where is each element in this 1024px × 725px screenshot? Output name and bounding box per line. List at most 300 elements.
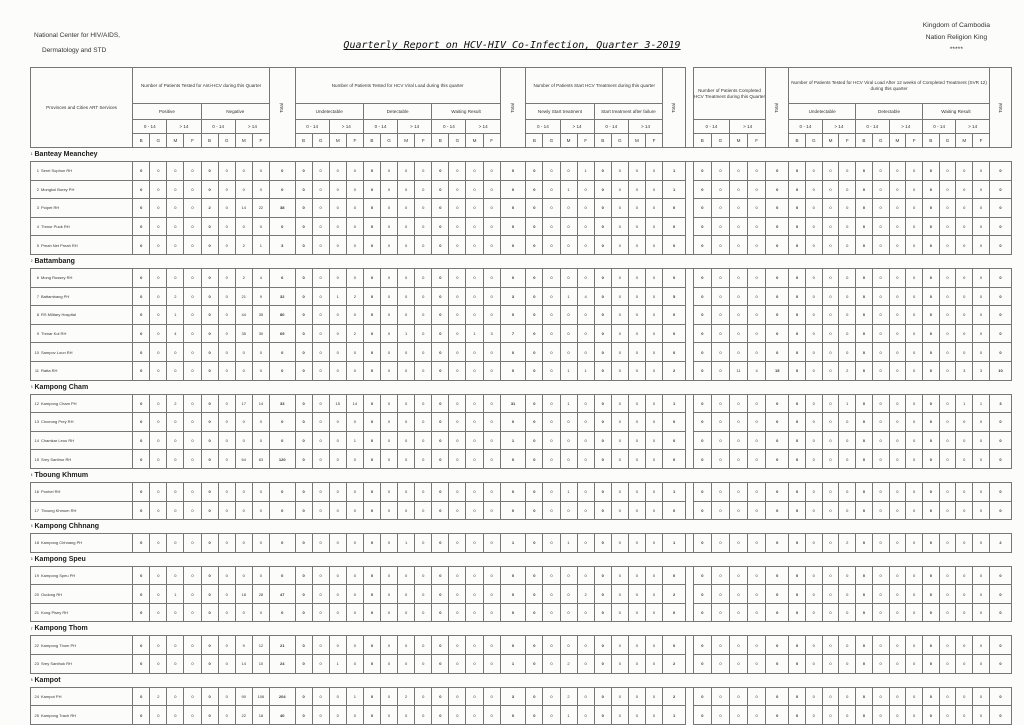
value-cell: 0 bbox=[133, 636, 150, 655]
value-cell: 0 bbox=[449, 268, 466, 287]
value-cell: 0 bbox=[483, 199, 500, 218]
value-cell: 0 bbox=[201, 482, 218, 501]
site-index: 5 bbox=[36, 242, 39, 248]
total-cell: 21 bbox=[270, 636, 296, 655]
value-cell: 0 bbox=[133, 655, 150, 674]
value-cell: 0 bbox=[466, 585, 483, 604]
total-cell: 0 bbox=[270, 217, 296, 236]
value-cell: 0 bbox=[922, 482, 939, 501]
value-cell: 0 bbox=[789, 324, 806, 343]
value-cell: 0 bbox=[483, 162, 500, 181]
value-cell: 0 bbox=[167, 687, 184, 706]
value-cell: 0 bbox=[939, 394, 956, 413]
value-cell: 0 bbox=[856, 217, 873, 236]
value-cell: 0 bbox=[449, 324, 466, 343]
value-cell: 0 bbox=[346, 199, 363, 218]
value-cell: 0 bbox=[645, 287, 662, 306]
sex-age-header: M bbox=[466, 134, 483, 148]
value-cell: 0 bbox=[167, 217, 184, 236]
value-cell: 0 bbox=[543, 324, 560, 343]
value-cell: 0 bbox=[432, 199, 449, 218]
value-cell: 0 bbox=[973, 450, 990, 469]
value-cell: 0 bbox=[856, 287, 873, 306]
value-cell: 0 bbox=[295, 413, 312, 432]
value-cell: 28 bbox=[252, 585, 269, 604]
site-name: Kampong Trach RH bbox=[41, 712, 77, 718]
value-cell: 0 bbox=[628, 413, 645, 432]
sex-age-header: G bbox=[449, 134, 466, 148]
value-cell: 2 bbox=[235, 268, 252, 287]
value-cell: 0 bbox=[295, 361, 312, 380]
value-cell: 0 bbox=[167, 180, 184, 199]
table-body bbox=[31, 148, 1012, 725]
value-cell: 0 bbox=[939, 501, 956, 520]
table-row bbox=[31, 655, 1012, 674]
value-cell: 0 bbox=[594, 180, 611, 199]
value-cell: 0 bbox=[906, 501, 923, 520]
total-cell: 10 bbox=[989, 361, 1011, 380]
value-cell: 0 bbox=[560, 450, 577, 469]
sex-age-header: B bbox=[133, 134, 150, 148]
province-name bbox=[31, 673, 1012, 687]
value-cell: 0 bbox=[432, 394, 449, 413]
value-cell: 0 bbox=[805, 180, 822, 199]
value-cell: 0 bbox=[415, 566, 432, 585]
sex-age-header: B bbox=[693, 134, 711, 148]
value-cell: 0 bbox=[611, 162, 628, 181]
column-gap bbox=[686, 236, 694, 255]
value-cell: 0 bbox=[693, 306, 711, 325]
value-cell: 0 bbox=[346, 706, 363, 725]
value-cell: 0 bbox=[872, 534, 889, 553]
total-cell: 0 bbox=[766, 217, 789, 236]
value-cell: 0 bbox=[973, 306, 990, 325]
value-cell: 0 bbox=[398, 394, 415, 413]
value-cell: 0 bbox=[693, 450, 711, 469]
value-cell: 0 bbox=[973, 287, 990, 306]
total-cell: 0 bbox=[989, 706, 1011, 725]
table-row bbox=[31, 306, 1012, 325]
value-cell: 2 bbox=[346, 324, 363, 343]
province-name bbox=[31, 622, 1012, 636]
value-cell: 0 bbox=[789, 343, 806, 362]
value-cell: 0 bbox=[312, 450, 329, 469]
value-cell: 0 bbox=[543, 603, 560, 622]
total-cell: 31 bbox=[500, 394, 526, 413]
value-cell: 0 bbox=[839, 162, 856, 181]
province-row bbox=[31, 552, 1012, 566]
value-cell: 0 bbox=[184, 287, 201, 306]
value-cell: 0 bbox=[939, 687, 956, 706]
value-cell: 0 bbox=[218, 603, 235, 622]
value-cell: 0 bbox=[363, 482, 380, 501]
total-cell: 0 bbox=[766, 482, 789, 501]
site-name: Poipet RH bbox=[41, 205, 60, 211]
total-cell: 0 bbox=[989, 687, 1011, 706]
value-cell: 0 bbox=[167, 603, 184, 622]
value-cell: 0 bbox=[483, 636, 500, 655]
site-name-cell bbox=[31, 306, 133, 325]
value-cell: 2 bbox=[839, 361, 856, 380]
value-cell: 0 bbox=[235, 501, 252, 520]
value-cell: 0 bbox=[201, 566, 218, 585]
total-cell: 0 bbox=[989, 162, 1011, 181]
column-gap bbox=[686, 431, 694, 450]
value-cell: 0 bbox=[133, 324, 150, 343]
value-cell: 0 bbox=[295, 687, 312, 706]
total-cell: 2 bbox=[663, 361, 686, 380]
value-cell: 0 bbox=[295, 217, 312, 236]
value-cell: 0 bbox=[939, 199, 956, 218]
value-cell: 0 bbox=[922, 180, 939, 199]
total-cell: 0 bbox=[270, 501, 296, 520]
value-cell: 0 bbox=[839, 413, 856, 432]
value-cell: 0 bbox=[889, 413, 906, 432]
value-cell: 0 bbox=[560, 236, 577, 255]
value-cell: 0 bbox=[201, 534, 218, 553]
value-cell: 0 bbox=[415, 413, 432, 432]
column-gap bbox=[686, 68, 694, 148]
value-cell: 0 bbox=[167, 450, 184, 469]
province-label: Kampot bbox=[34, 676, 61, 684]
value-cell: 0 bbox=[956, 585, 973, 604]
value-cell: 0 bbox=[252, 217, 269, 236]
value-cell: 0 bbox=[889, 655, 906, 674]
value-cell: 0 bbox=[748, 534, 766, 553]
value-cell: 0 bbox=[252, 431, 269, 450]
value-cell: 0 bbox=[822, 199, 839, 218]
value-cell: 0 bbox=[711, 287, 729, 306]
total-cell: 204 bbox=[270, 687, 296, 706]
sex-age-header: F bbox=[346, 134, 363, 148]
total-cell: 2 bbox=[663, 687, 686, 706]
total-cell: 0 bbox=[989, 501, 1011, 520]
total-cell: 0 bbox=[500, 413, 526, 432]
site-name-cell bbox=[31, 343, 133, 362]
value-cell: 0 bbox=[729, 566, 747, 585]
value-cell: 0 bbox=[449, 180, 466, 199]
value-cell: 0 bbox=[560, 324, 577, 343]
value-cell: 0 bbox=[133, 361, 150, 380]
value-cell: 0 bbox=[252, 501, 269, 520]
value-cell: 0 bbox=[184, 306, 201, 325]
value-cell: 0 bbox=[693, 636, 711, 655]
value-cell: 0 bbox=[184, 361, 201, 380]
age-header: 0 - 14 bbox=[856, 120, 889, 134]
value-cell: 0 bbox=[805, 450, 822, 469]
value-cell: 0 bbox=[906, 268, 923, 287]
value-cell: 0 bbox=[312, 431, 329, 450]
value-cell: 0 bbox=[611, 603, 628, 622]
value-cell: 0 bbox=[789, 361, 806, 380]
site-name: Serei Sophon RH bbox=[41, 168, 73, 174]
value-cell: 0 bbox=[415, 534, 432, 553]
value-cell: 0 bbox=[939, 603, 956, 622]
value-cell: 0 bbox=[922, 450, 939, 469]
value-cell: 0 bbox=[789, 482, 806, 501]
value-cell: 0 bbox=[526, 361, 543, 380]
site-name-cell bbox=[31, 450, 133, 469]
value-cell: 0 bbox=[560, 343, 577, 362]
value-cell: 0 bbox=[150, 603, 167, 622]
value-cell: 0 bbox=[889, 162, 906, 181]
value-cell: 0 bbox=[939, 655, 956, 674]
sex-age-header: G bbox=[150, 134, 167, 148]
value-cell: 0 bbox=[543, 687, 560, 706]
value-cell: 0 bbox=[729, 501, 747, 520]
value-cell: 0 bbox=[432, 268, 449, 287]
site-index: 12 bbox=[34, 400, 39, 406]
value-cell: 0 bbox=[526, 585, 543, 604]
value-cell: 0 bbox=[822, 217, 839, 236]
total-cell: 0 bbox=[663, 217, 686, 236]
value-cell: 0 bbox=[748, 268, 766, 287]
value-cell: 0 bbox=[235, 603, 252, 622]
value-cell: 0 bbox=[939, 450, 956, 469]
value-cell: 0 bbox=[346, 361, 363, 380]
value-cell: 0 bbox=[645, 655, 662, 674]
value-cell: 14 bbox=[235, 199, 252, 218]
value-cell: 0 bbox=[363, 431, 380, 450]
value-cell: 0 bbox=[611, 180, 628, 199]
value-cell: 0 bbox=[449, 482, 466, 501]
value-cell: 0 bbox=[526, 566, 543, 585]
value-cell: 0 bbox=[346, 268, 363, 287]
value-cell: 0 bbox=[133, 306, 150, 325]
value-cell: 0 bbox=[839, 585, 856, 604]
table-row bbox=[31, 217, 1012, 236]
value-cell: 0 bbox=[594, 217, 611, 236]
total-cell: 0 bbox=[766, 585, 789, 604]
value-cell: 0 bbox=[526, 450, 543, 469]
total-cell: 6 bbox=[270, 268, 296, 287]
value-cell: 0 bbox=[922, 687, 939, 706]
value-cell: 0 bbox=[526, 501, 543, 520]
value-cell: 0 bbox=[856, 180, 873, 199]
value-cell: 0 bbox=[872, 268, 889, 287]
value-cell: 0 bbox=[449, 655, 466, 674]
value-cell: 0 bbox=[594, 162, 611, 181]
value-cell: 0 bbox=[526, 217, 543, 236]
value-cell: 0 bbox=[398, 450, 415, 469]
value-cell: 4 bbox=[577, 287, 594, 306]
value-cell: 0 bbox=[312, 394, 329, 413]
value-cell: 0 bbox=[628, 361, 645, 380]
site-name: Chamkar Leou RH bbox=[41, 438, 75, 444]
value-cell: 0 bbox=[594, 236, 611, 255]
sex-age-header: M bbox=[729, 134, 747, 148]
province-index: 2 bbox=[30, 259, 33, 264]
value-cell: 0 bbox=[449, 361, 466, 380]
value-cell: 0 bbox=[789, 585, 806, 604]
value-cell: 0 bbox=[432, 636, 449, 655]
value-cell: 35 bbox=[252, 306, 269, 325]
sex-age-header: B bbox=[295, 134, 312, 148]
value-cell: 0 bbox=[398, 413, 415, 432]
value-cell: 0 bbox=[956, 199, 973, 218]
value-cell: 0 bbox=[184, 199, 201, 218]
total-cell: 0 bbox=[989, 603, 1011, 622]
site-index: 16 bbox=[34, 489, 39, 495]
value-cell: 0 bbox=[789, 162, 806, 181]
value-cell: 0 bbox=[312, 636, 329, 655]
value-cell: 0 bbox=[133, 603, 150, 622]
value-cell: 0 bbox=[872, 501, 889, 520]
value-cell: 0 bbox=[906, 361, 923, 380]
value-cell: 0 bbox=[611, 324, 628, 343]
value-cell: 0 bbox=[295, 180, 312, 199]
value-cell: 0 bbox=[822, 636, 839, 655]
site-name: Mongkol Borey PH bbox=[41, 186, 75, 192]
value-cell: 0 bbox=[922, 603, 939, 622]
total-cell: 0 bbox=[270, 361, 296, 380]
province-label: Kampong Speu bbox=[34, 555, 86, 563]
total-cell: 0 bbox=[989, 482, 1011, 501]
value-cell: 0 bbox=[805, 394, 822, 413]
value-cell: 0 bbox=[889, 394, 906, 413]
value-cell: 0 bbox=[466, 306, 483, 325]
coinfection-table bbox=[30, 67, 1012, 725]
table-row bbox=[31, 343, 1012, 362]
value-cell: 0 bbox=[906, 534, 923, 553]
value-cell: 0 bbox=[218, 217, 235, 236]
value-cell: 0 bbox=[466, 236, 483, 255]
value-cell: 0 bbox=[872, 655, 889, 674]
value-cell: 0 bbox=[789, 450, 806, 469]
total-cell: 3 bbox=[270, 236, 296, 255]
total-cell: 0 bbox=[989, 413, 1011, 432]
value-cell: 14 bbox=[346, 394, 363, 413]
value-cell: 0 bbox=[693, 162, 711, 181]
province-row bbox=[31, 520, 1012, 534]
value-cell: 0 bbox=[729, 534, 747, 553]
site-index: 14 bbox=[34, 438, 39, 444]
value-cell: 0 bbox=[252, 603, 269, 622]
total-cell: 0 bbox=[766, 343, 789, 362]
total-cell: 0 bbox=[663, 431, 686, 450]
value-cell: 0 bbox=[312, 585, 329, 604]
value-cell: 0 bbox=[235, 343, 252, 362]
value-cell: 0 bbox=[922, 431, 939, 450]
value-cell: 0 bbox=[577, 180, 594, 199]
value-cell: 0 bbox=[381, 655, 398, 674]
value-cell: 0 bbox=[150, 655, 167, 674]
value-cell: 0 bbox=[381, 566, 398, 585]
value-cell: 0 bbox=[594, 687, 611, 706]
total-cell: 0 bbox=[989, 655, 1011, 674]
value-cell: 0 bbox=[312, 361, 329, 380]
value-cell: 0 bbox=[543, 534, 560, 553]
value-cell: 0 bbox=[906, 217, 923, 236]
value-cell: 22 bbox=[235, 706, 252, 725]
table-row bbox=[31, 603, 1012, 622]
column-gap bbox=[686, 585, 694, 604]
value-cell: 22 bbox=[252, 199, 269, 218]
value-cell: 0 bbox=[973, 603, 990, 622]
total-cell: 0 bbox=[663, 306, 686, 325]
value-cell: 0 bbox=[839, 655, 856, 674]
total-cell: 0 bbox=[766, 687, 789, 706]
value-cell: 0 bbox=[577, 199, 594, 218]
value-cell: 0 bbox=[167, 162, 184, 181]
value-cell: 0 bbox=[872, 394, 889, 413]
total-cell: 0 bbox=[989, 268, 1011, 287]
value-cell: 0 bbox=[922, 306, 939, 325]
value-cell: 0 bbox=[729, 287, 747, 306]
value-cell: 0 bbox=[329, 566, 346, 585]
value-cell: 0 bbox=[432, 482, 449, 501]
value-cell: 2 bbox=[346, 287, 363, 306]
value-cell: 0 bbox=[922, 343, 939, 362]
value-cell: 0 bbox=[167, 343, 184, 362]
value-cell: 2 bbox=[167, 287, 184, 306]
sex-age-header: B bbox=[856, 134, 873, 148]
site-name: Oudong RH bbox=[41, 591, 63, 597]
value-cell: 0 bbox=[184, 236, 201, 255]
total-cell: 0 bbox=[500, 450, 526, 469]
value-cell: 0 bbox=[611, 306, 628, 325]
value-cell: 0 bbox=[150, 287, 167, 306]
value-cell: 0 bbox=[363, 706, 380, 725]
value-cell: 2 bbox=[577, 585, 594, 604]
value-cell: 0 bbox=[312, 162, 329, 181]
value-cell: 0 bbox=[956, 655, 973, 674]
value-cell: 0 bbox=[381, 687, 398, 706]
value-cell: 3 bbox=[973, 361, 990, 380]
value-cell: 0 bbox=[381, 394, 398, 413]
value-cell: 0 bbox=[235, 217, 252, 236]
value-cell: 0 bbox=[645, 431, 662, 450]
table-header bbox=[31, 68, 1012, 148]
sex-age-header: M bbox=[956, 134, 973, 148]
sex-age-header: F bbox=[483, 134, 500, 148]
value-cell: 0 bbox=[560, 431, 577, 450]
value-cell: 0 bbox=[645, 361, 662, 380]
value-cell: 0 bbox=[150, 162, 167, 181]
value-cell: 0 bbox=[628, 287, 645, 306]
completed-treatment-group-header: Number of Patients Completed HCV Treatment during this Quarter bbox=[693, 68, 765, 120]
total-cell: 7 bbox=[500, 324, 526, 343]
value-cell: 0 bbox=[906, 287, 923, 306]
value-cell: 0 bbox=[415, 236, 432, 255]
value-cell: 0 bbox=[560, 217, 577, 236]
value-cell: 0 bbox=[150, 482, 167, 501]
value-cell: 0 bbox=[839, 687, 856, 706]
value-cell: 0 bbox=[748, 180, 766, 199]
value-cell: 0 bbox=[577, 413, 594, 432]
value-cell: 0 bbox=[363, 636, 380, 655]
value-cell: 0 bbox=[839, 501, 856, 520]
column-gap bbox=[686, 217, 694, 236]
value-cell: 0 bbox=[594, 431, 611, 450]
site-name-cell bbox=[31, 534, 133, 553]
site-name: Thmor Puok RH bbox=[41, 224, 70, 230]
value-cell: 0 bbox=[693, 324, 711, 343]
value-cell: 0 bbox=[872, 199, 889, 218]
value-cell: 0 bbox=[201, 361, 218, 380]
value-cell: 0 bbox=[711, 566, 729, 585]
value-cell: 1 bbox=[252, 236, 269, 255]
value-cell: 0 bbox=[839, 180, 856, 199]
total-cell: 1 bbox=[663, 394, 686, 413]
province-label: Kampong Thom bbox=[34, 625, 88, 633]
total-header-3: Total bbox=[663, 68, 686, 148]
value-cell: 0 bbox=[645, 236, 662, 255]
total-cell: 3 bbox=[500, 287, 526, 306]
value-cell: 0 bbox=[922, 534, 939, 553]
total-cell: 0 bbox=[663, 413, 686, 432]
site-index: 6 bbox=[36, 275, 39, 281]
